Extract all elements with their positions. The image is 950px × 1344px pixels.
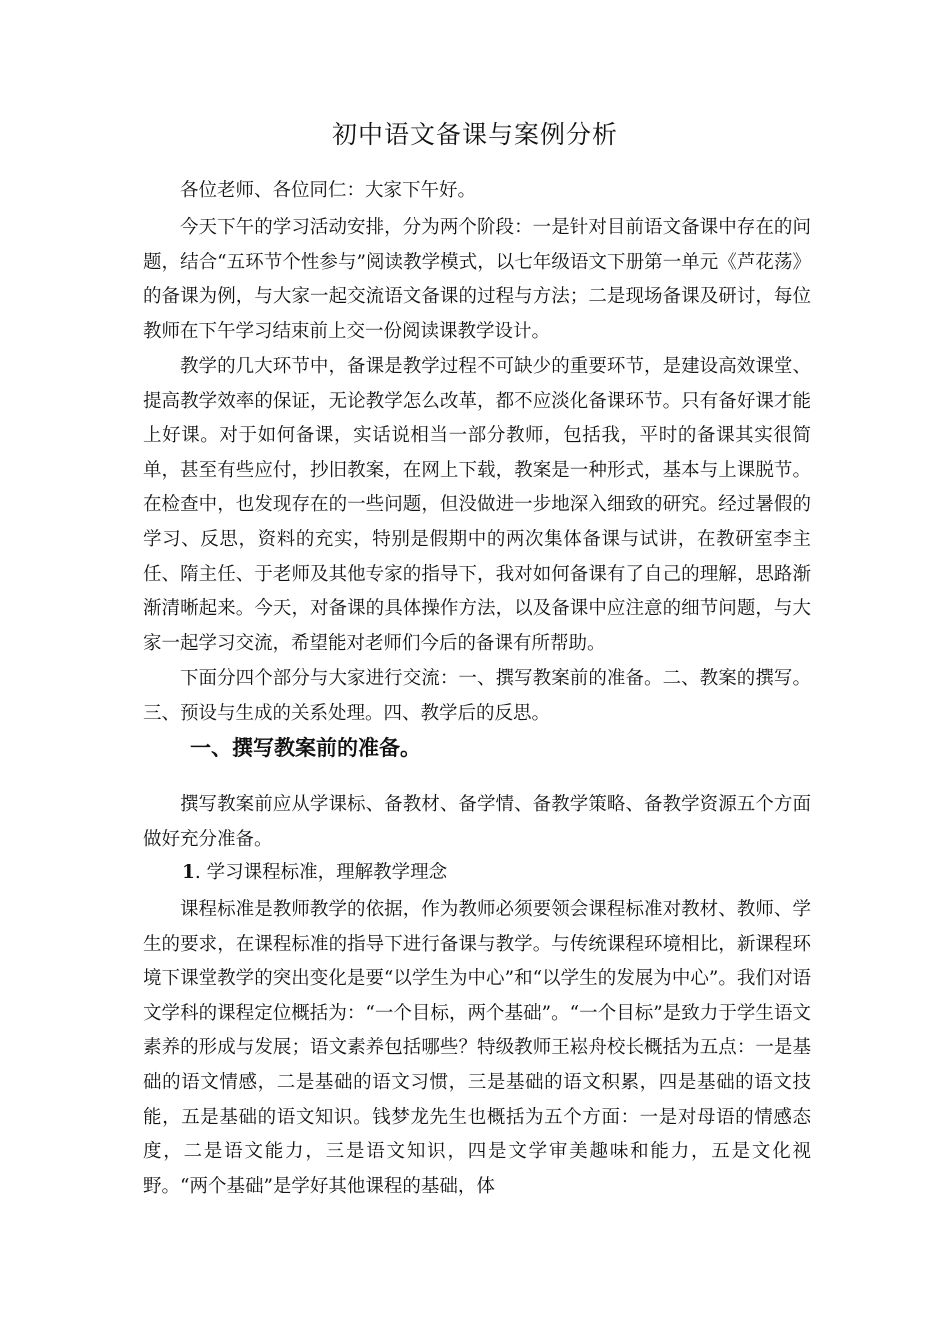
importance-paragraph: 教学的几大环节中，备课是教学过程不可缺少的重要环节，是建设高效课堂、提高教学效率的保证，无论教学怎么改革，都不应淡化备课环节。只有备好课才能上好课。对于如何备课，实话说相当一部分教师，包括我，平时的备课其实很简单，甚至有些应付，抄旧教案，在网上下载，教案是一种形式，基本与上课脱节。在检查中，也发现存在的一些问题，但没做进一步地深入细致的研究。经过暑假的学习、反思，资料的充实，特别是假期中的两次集体备课与试讲，在教研室李主任、隋主任、于老师及其他专家的指导下，我对如何备课有了自己的理解，思路渐渐清晰起来。今天，对备课的具体操作方法，以及备课中应注意的细节问题，与大家一起学习交流，希望能对老师们今后的备课有所帮助。 [143, 356, 811, 654]
greeting-paragraph: 各位老师、各位同仁：大家下午好。 [180, 180, 477, 201]
subsection-number: 1 [182, 862, 195, 883]
intro-paragraph: 今天下午的学习活动安排，分为两个阶段：一是针对目前语文备课中存在的问题，结合“五环节个性参与”阅读教学模式，以七年级语文下册第一单元《芦花荡》的备课为例，与大家一起交流语文备课的过程与方法；二是现场备课及研讨，每位教师在下午学习结束前上交一份阅读课教学设计。 [143, 217, 811, 342]
document-title: 初中语文备课与案例分析 [331, 120, 618, 149]
subsection-heading-1 [182, 856, 447, 890]
curriculum-paragraph: 课程标准是教师教学的依据，作为教师必须要领会课程标准对教材、教师、学生的要求，在课程标准的指导下进行备课与教学。与传统课程环境相比，新课程环境下课堂教学的突出变化是要“以学生为中心”和“以学生的发展为中心”。我们对语文学科的课程定位概括为：“一个目标，两个基础”。“一个目标”是致力于学生语文素养的形成与发展；语文素养包括哪些？特级教师王崧舟校长概括为五点：一是基础的语文情感，二是基础的语文习惯，三是基础的语文积累，四是基础的语文技能，五是基础的语文知识。钱梦龙先生也概括为五个方面：一是对母语的情感态度，二是语文能力，三是语文知识，四是文学审美趣味和能力，五是文化视野。“两个基础”是学好其他课程的基础，体 [143, 899, 811, 1197]
section-heading-1: 一、撰写教案前的准备。 [190, 735, 421, 760]
subsection-title: . 学习课程标准，理解教学理念 [194, 862, 448, 883]
preparation-paragraph: 撰写教案前应从学课标、备教材、备学情、备教学策略、备教学资源五个方面做好充分准备。 [143, 794, 811, 850]
outline-paragraph: 下面分四个部分与大家进行交流：一、撰写教案前的准备。二、教案的撰写。三、预设与生成的关系处理。四、教学后的反思。 [143, 668, 811, 724]
